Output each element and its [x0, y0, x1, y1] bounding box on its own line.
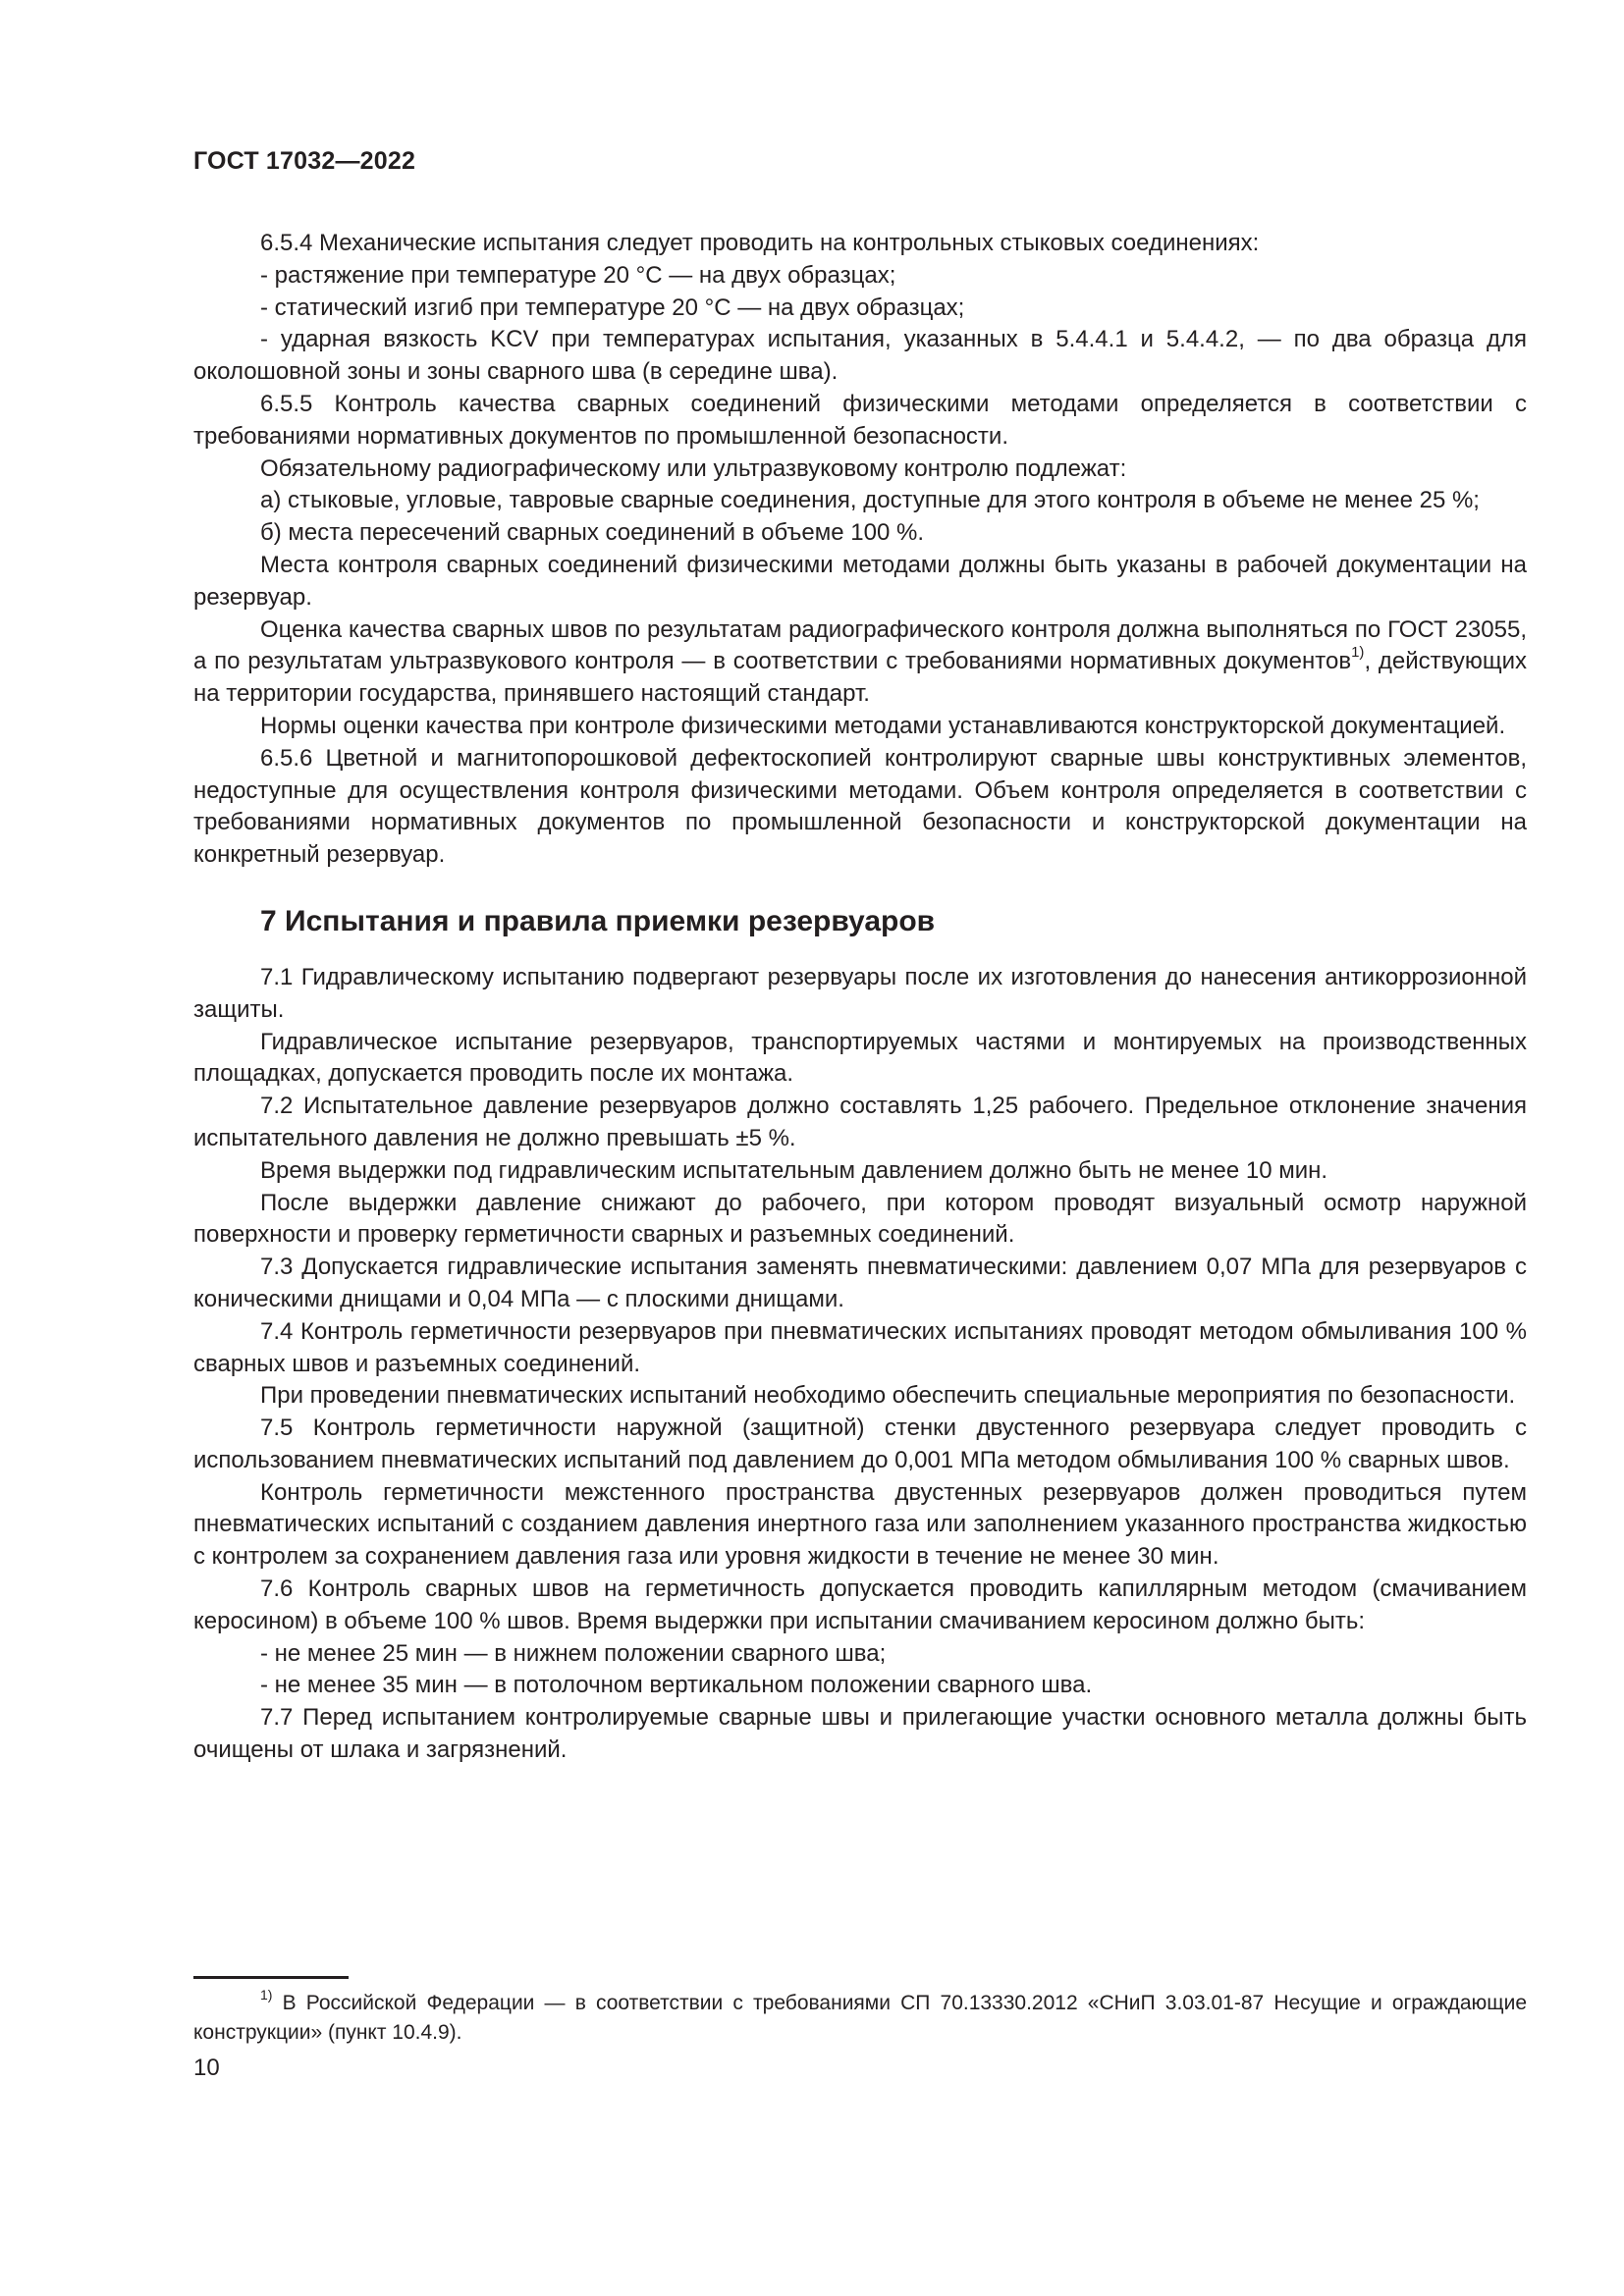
document-body	[193, 228, 1527, 1767]
page-number: 10	[193, 2055, 220, 2081]
paragraph-6-5-4: 6.5.4 Механические испытания следует проводить на контрольных стыковых соединениях:	[260, 230, 1260, 256]
paragraph: Контроль герметичности межстенного пространства двустенных резервуаров должен проводиться путем пневматических испытаний с созданием давления инертного газа или заполнением указанного пространства жидкостью с контролем за сохранением давления газа или уровня жидкости в течение не менее 30 мин.	[193, 1478, 1527, 1571]
footnote	[193, 1989, 1527, 2048]
paragraph-6-5-6: 6.5.6 Цветной и магнитопорошковой дефектоскопией контролируют сварные швы конструктивных элементов, недоступные для осуществления контроля физическими методами. Объем контроля определяется в соответствии с требованиями нормативных документов по промышленной безопасности и конструкторской документации на конкретный резервуар.	[193, 744, 1527, 869]
paragraph-text: Оценка качества сварных швов по результатам радиографического контроля должна выполняться по ГОСТ 23055, а по результатам ультразвукового контроля — в соответствии с требованиями нормативных документов	[193, 615, 1527, 675]
list-item: а) стыковые, угловые, тавровые сварные соединения, доступные для этого контроля в объеме не менее 25 %;	[260, 487, 1480, 514]
document-page	[193, 0, 1527, 2296]
section-heading: 7 Испытания и правила приемки резервуаров	[260, 904, 936, 937]
paragraph-7-4: 7.4 Контроль герметичности резервуаров при пневматических испытаниях проводят методом обмыливания 100 % сварных швов и разъемных соединений.	[193, 1317, 1527, 1377]
list-item: - растяжение при температуре 20 °С — на двух образцах;	[260, 261, 896, 289]
list-item: б) места пересечений сварных соединений в объеме 100 %.	[260, 519, 924, 547]
list-item: - не менее 35 мин — в потолочном вертикальном положении сварного шва.	[260, 1672, 1093, 1699]
paragraph-7-6: 7.6 Контроль сварных швов на герметичность допускается проводить капиллярным методом (смачиванием керосином) в объеме 100 % швов. Время выдержки при испытании смачиванием керосином должно быть:	[193, 1575, 1527, 1634]
paragraph-text: , действующих на территории государства, принявшего настоящий стандарт.	[193, 648, 1527, 708]
footnote-text	[193, 1989, 1527, 2048]
paragraph-7-3: 7.3 Допускается гидравлические испытания заменять пневматическими: давлением 0,07 МПа для резервуаров с коническими днищами и 0,04 МПа — с плоскими днищами.	[193, 1254, 1527, 1312]
paragraph-7-7: 7.7 Перед испытанием контролируемые сварные швы и прилегающие участки основного металла должны быть очищены от шлака и загрязнений.	[193, 1704, 1527, 1764]
paragraph: Гидравлическое испытание резервуаров, транспортируемых частями и монтируемых на производственных площадках, допускается проводить после их монтажа.	[193, 1028, 1527, 1088]
paragraph: При проведении пневматических испытаний необходимо обеспечить специальные мероприятия по безопасности.	[260, 1382, 1516, 1410]
paragraph-with-footnote-ref	[193, 614, 1527, 711]
list-item: - не менее 25 мин — в нижнем положении сварного шва;	[260, 1639, 887, 1667]
footnote-reference[interactable]: 1)	[1351, 644, 1365, 662]
paragraph: Нормы оценки качества при контроле физическими методами устанавливаются конструкторской документацией.	[260, 712, 1506, 739]
paragraph-6-5-5: 6.5.5 Контроль качества сварных соединений физическими методами определяется в соответствии с требованиями нормативных документов по промышленной безопасности.	[193, 390, 1527, 450]
paragraph: Места контроля сварных соединений физическими методами должны быть указаны в рабочей документации на резервуар.	[193, 551, 1527, 611]
footnote-body: В Российской Федерации — в соответствии с требованиями СП 70.13330.2012 «СНиП 3.03.01-87 Несущие и ограждающие конструкции» (пункт 10.4.9).	[193, 1992, 1527, 2044]
footnote-divider	[193, 1976, 349, 1979]
paragraph: После выдержки давление снижают до рабочего, при котором проводят визуальный осмотр наружной поверхности и проверку герметичности сварных и разъемных соединений.	[193, 1189, 1527, 1249]
list-item: - статический изгиб при температуре 20 °С — на двух образцах;	[260, 294, 965, 321]
document-code-header: ГОСТ 17032—2022	[193, 147, 416, 175]
paragraph: Обязательному радиографическому или ультразвуковому контролю подлежат:	[260, 454, 1127, 482]
paragraph-7-2: 7.2 Испытательное давление резервуаров должно составлять 1,25 рабочего. Предельное отклонение значения испытательного давления не должно превышать ±5 %.	[193, 1093, 1527, 1151]
list-item: - ударная вязкость KCV при температурах испытания, указанных в 5.4.4.1 и 5.4.4.2, — по два образца для околошовной зоны и зоны сварного шва (в середине шва).	[193, 326, 1527, 386]
paragraph-7-5: 7.5 Контроль герметичности наружной (защитной) стенки двустенного резервуара следует проводить с использованием пневматических испытаний под давлением до 0,001 МПа методом обмыливания 100 % сварных швов.	[193, 1415, 1527, 1473]
paragraph-7-1: 7.1 Гидравлическому испытанию подвергают резервуары после их изготовления до нанесения антикоррозионной защиты.	[193, 963, 1527, 1023]
paragraph: Время выдержки под гидравлическим испытательным давлением должно быть не менее 10 мин.	[260, 1156, 1328, 1184]
footnote-marker: 1)	[260, 1987, 273, 2002]
